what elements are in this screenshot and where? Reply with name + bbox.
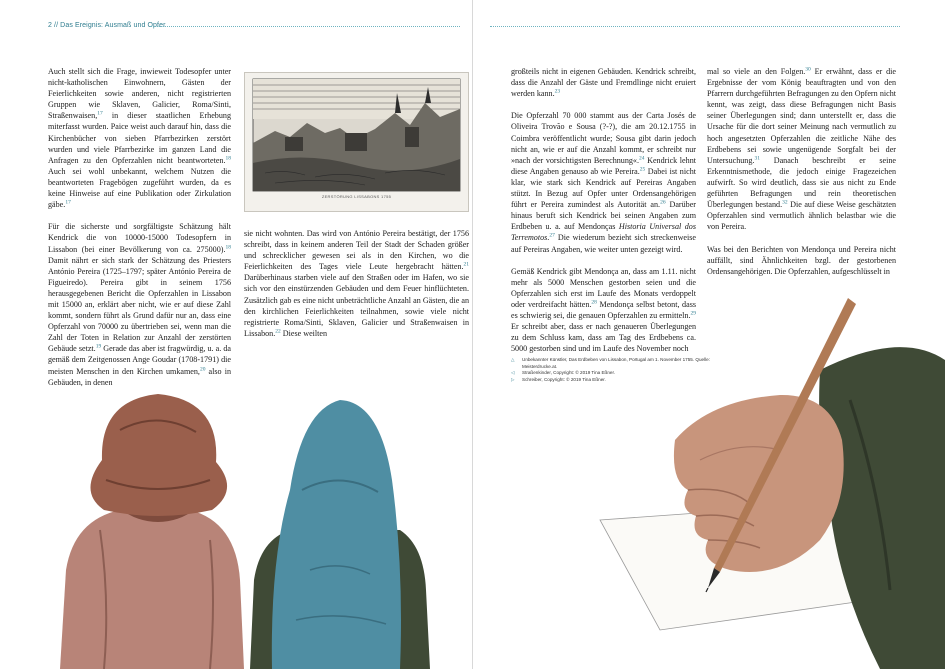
footnote-ref: 23: [554, 88, 561, 95]
text-run: Gemäß Kendrick gibt Mendonça an, dass am 1.11. nicht mehr als 5000 Menschen gestorben seien und die Opferzahlen sich erst im Laufe des Monats verdoppelt oder verdreifacht hätten.: [511, 266, 696, 309]
text-run: Damit nährt er sich stark der Schätzung des Priesters António Pereira (1725–1797; später António Pereira de Figueiredo). Pereira gibt in seinem 1756 herausgegebenen Bericht die Opferzahlen in Lissabon mit 15000 an, erklärt aber nicht, wie er auf diese Zahl kommt, sondern führt als Grund dafür nur an, dass eine Opferzahl von 70000 zu übertrieben sei, wenn man die Zahl der Toten in Relation zur Anzahl der zerstörten Gebäude setzt.: [48, 255, 231, 354]
text-run: Darüberhinaus starben viele auf den Straßen oder im Hafen, wo sie sich vor den einstürzenden Gebäuden und dem Feuer hinflüchteten. Zusätzlich gab es eine nicht unbeträchtliche Anzahl an Gästen, die an den kirchlichen Feierlichkeiten teilnahmen, sowie viele nicht registrierte Roma/Sinti, Sklaven, Galicier und Straßenwaisen in Lissabon.: [244, 273, 469, 338]
footnote-ref: 29: [690, 310, 696, 317]
footnote-ref: 17: [65, 199, 71, 206]
text-run: in dieser staatlichen Erhebung miterfasst wurden. Paice weist auch darauf hin, dass die Kirchenbücher von sieben Pfarrbezirken zerstört wurden und viele Pfarrbezirke im ganzen Land die Anfragen zu den Opferzahlen nicht beantworteten.: [48, 111, 231, 165]
footnote-ref: 22: [275, 328, 281, 335]
footnote-ref: 20: [199, 365, 206, 372]
left-column-2: [244, 228, 469, 339]
footnote-ref: 30: [805, 66, 811, 73]
footnote-ref: 32: [782, 199, 788, 206]
text-run: sie nicht wohnten. Das wird von António Pereira bestätigt, der 1756 schreibt, dass in keinem anderen Teil der Stadt der Schaden größer und schrecklicher gewesen sei als in den Kirchen, wo die Feierlichkeiten des Tages viele Leute hergebracht hätten.: [244, 229, 469, 272]
running-head-rule-right: [490, 26, 900, 27]
text-run: Die Opferzahl 70 000 stammt aus der Carta Josés de Oliveira Trovão e Sousa (?-?), die am 20.12.1755 in Coimbra veröffentlicht wurde; Sousa gibt darin jedoch nicht an, wie er auf die Anzahl kommt, er schreibt nur »nach der vorsichtigsten Berechnung«.: [511, 111, 696, 165]
text-run: also in Gebäuden, in denen: [48, 366, 231, 387]
text-run: Er schreibt aber, dass er nach genaueren Überlegungen zu dem Schluss kam, dass am Tag des Erdbebens ca. 5000 gestorben sind und im Laufe des November noch: [511, 322, 696, 354]
caption-triangle-up-icon: △: [511, 357, 515, 362]
paragraph: [48, 66, 231, 210]
paragraph: [707, 244, 896, 277]
text-run: Die auf diese Weise geschätzten Opferzahlen sind vermutlich ähnlich belastbar wie die von Pereira.: [707, 200, 896, 232]
text-run: Danach beschreibt er seine Erkenntnismethode, die jedoch einige Fragezeichen aufwirft. So wird deutlich, dass sie aus nicht zu Ende geführten Befragungen und rein theoretischen Überlegungen bestand.: [707, 155, 896, 210]
text-run: Auch stellt sich die Frage, inwieweit Todesopfer unter nicht-katholischen Einwohnern, Gästen der Feierlichkeiten sowie anderen, nicht registrierten Gruppen wie Sklaven, Galicier, Roma/Sinti, Straßenwaisen,: [48, 67, 231, 121]
running-head: 2 // Das Ereignis: Ausmaß und Opfer: [48, 22, 166, 29]
page-gutter: [472, 0, 473, 669]
paragraph: [511, 66, 696, 99]
text-run: mal so viele an den Folgen.: [707, 67, 806, 76]
footnote-ref: 28: [591, 299, 597, 306]
text-run: Kendrick lehnt diese Angaben genauso ab wie Pereira.: [511, 155, 696, 176]
text-run: Auch sei wohl unbekannt, welchem Nutzen die beantworteten Fragebögen zugeführt wurden, da es keine Hinweise auf eine Publikation oder Zirkulation gäbe.: [48, 166, 231, 210]
footnote-ref: 25: [639, 166, 646, 173]
footnote-ref: 27: [549, 232, 555, 239]
paragraph: [511, 110, 696, 254]
paragraph: [244, 228, 469, 339]
paragraph: [48, 221, 231, 387]
footnote-ref: 31: [754, 155, 760, 162]
footnote-ref: 18: [225, 155, 231, 162]
left-column-1: [48, 66, 231, 388]
engraving-caption: ZERSTÖRUNG LISSABONS 1755: [321, 194, 392, 199]
caption-triangle-left-icon: ◁: [511, 370, 515, 376]
footnote-ref: 21: [463, 261, 469, 268]
caption-text: Straßenkinder, Copyright: © 2019 Tina Eßner.: [522, 370, 616, 376]
street-children-illustration: [40, 370, 440, 669]
text-run: Mendonça selbst betont, dass es schwierig sei, die genauen Opferzahlen zu ermitteln.: [511, 299, 696, 321]
footnote-ref: 19: [95, 343, 102, 350]
footnote-ref: 24: [639, 155, 645, 162]
earthquake-engraving: [244, 72, 469, 212]
text-run: Darüber hinaus beruft sich Kendrick bei seinen Angaben zum Erdbeben u. a. auf Mendonças: [511, 200, 696, 232]
text-run: Für die sicherste und sorgfältigste Schätzung hält Kendrick die von 10000-15000 Todesopfern in Lissabon (bei einer Bevölkerung von ca. 275000).: [48, 222, 231, 254]
text-run: Er erwähnt, dass er die Ergebnisse der vom König beauftragten und von den Pfarrern durchgeführten Befragungen zu den Opfern nicht kennt, was zeigt, dass diese Befragungen nicht Basis seiner Überlegungen sind; dann unterstellt er, dass die Ursache für die dort seiner Meinung nach vermutlich zu hoch angesetzten Opferzahlen die zeitliche Nähe des Erdbebens sei sowie ungenügende Sorgfalt bei der Untersuchung.: [707, 67, 897, 165]
caption-text: Unbekannter Künstler, Das Erdbeben von Lissabon, Portugal am 1. November 1755. Quelle: Meisterdrucke.at.: [522, 357, 710, 369]
right-column-2: [707, 66, 896, 277]
text-run: Die wiederum bezieht sich streckenweise auf Pereiras Angaben, wie weiter unten gezeigt wird.: [511, 233, 696, 254]
footnote-ref: 17: [97, 110, 103, 117]
caption-triangle-right-icon: ▷: [511, 376, 515, 382]
writing-hand-illustration: [580, 290, 945, 669]
text-run: Dabei ist nicht klar, wie stark sich Kendrick auf Pereiras Angaben stützt. In Bezug auf Opfer unter Ordensangehörigen führt er Pereira zumindest als Autorität an.: [511, 166, 696, 210]
text-run: Was bei den Berichten von Mendonça und Pereira nicht auffällt, sind Ähnlichkeiten bzgl. der gestorbenen Ordensangehörigen. Die Opferzahlen, aufgeschlüsselt in: [707, 244, 896, 276]
text-run: großteils nicht in eigenen Gebäuden. Kendrick schreibt, dass die Anzahl der Gäste und Fremdlinge nicht eruiert werden kann.: [511, 67, 696, 99]
text-run: .: [547, 233, 550, 243]
text-run: Diese weilten: [280, 328, 328, 338]
caption-text: Schreiber, Copyright: © 2019 Tina Eßner.: [522, 376, 606, 382]
footnote-ref: 18: [225, 243, 231, 250]
text-run: Gerade das aber ist fragwürdig, u. a. da gemäß dem Zeitgenossen Ange Goudar (1708-1791) die meisten Menschen in den Kirchen umkamen,: [48, 344, 231, 376]
book-title: Historia Universal dos Terremotos: [511, 222, 696, 243]
paragraph: [707, 66, 896, 232]
running-head-rule-left: [150, 26, 460, 27]
footnote-ref: 26: [660, 199, 666, 206]
